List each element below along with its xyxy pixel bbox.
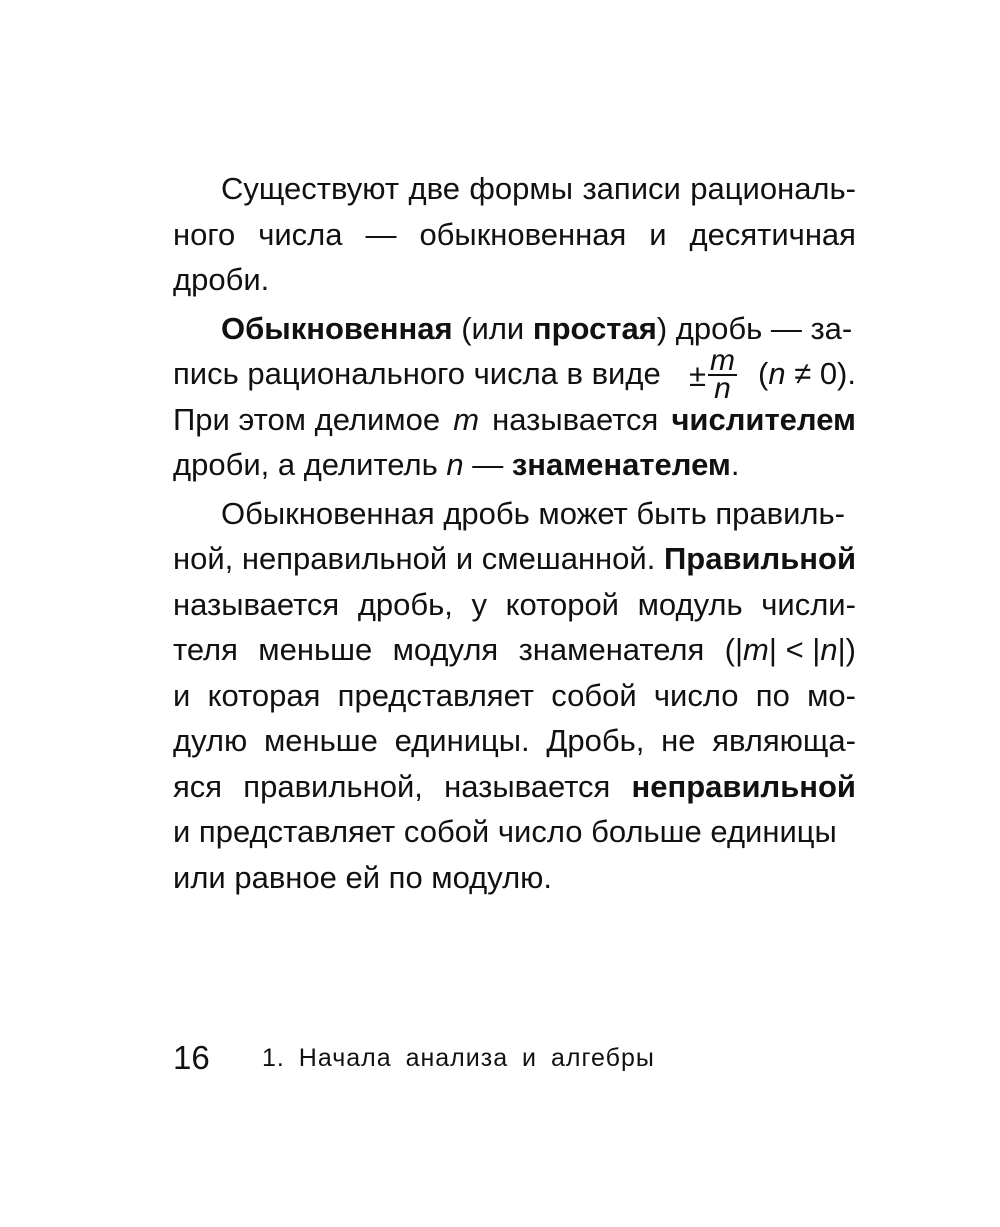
text-line: дроби. <box>173 262 270 297</box>
text-line <box>173 166 856 212</box>
term-ordinary: Обыкновенная <box>221 310 453 346</box>
text: (| <box>724 632 744 667</box>
text-line <box>173 673 856 719</box>
text: ной, неправильной и смешанной. <box>173 541 656 576</box>
fraction-numerator: m <box>710 344 736 377</box>
text: (или <box>461 310 525 346</box>
word: представляет <box>337 677 534 713</box>
word: знаменателя <box>518 632 705 667</box>
word: число <box>653 677 739 713</box>
text-line: Обыкновенная дробь может быть правиль- <box>221 495 845 531</box>
fraction-denominator: n <box>714 372 731 405</box>
text-line <box>173 536 856 582</box>
word: являюща- <box>712 723 856 758</box>
word: не <box>661 723 696 758</box>
word: формы <box>469 171 573 206</box>
text-line <box>173 764 856 810</box>
word: называется <box>173 586 340 622</box>
variable: n <box>768 356 786 391</box>
text-line <box>173 442 856 488</box>
term-improper: неправильной <box>631 768 856 804</box>
variable: n <box>446 447 464 482</box>
word: дулю <box>173 723 248 758</box>
word: у <box>471 586 488 622</box>
term-simple: простая <box>532 310 657 346</box>
modulus-inequality <box>725 627 856 673</box>
paragraph-ordinary-fraction <box>173 306 856 488</box>
text-line <box>173 627 856 673</box>
word: числи- <box>761 586 856 622</box>
word: и <box>173 677 191 713</box>
text-line <box>173 212 856 258</box>
text: ) дробь — за- <box>656 310 853 346</box>
word: меньше <box>263 723 378 758</box>
fraction-stack <box>708 344 737 405</box>
text: | <box>812 632 821 667</box>
word: ного <box>173 216 236 252</box>
word: единицы. <box>394 723 530 758</box>
word: называется <box>444 768 611 804</box>
text: |) <box>837 632 856 667</box>
word: которой <box>505 586 619 622</box>
plus-minus-sign: ± <box>689 357 707 393</box>
word: и <box>649 216 667 252</box>
variable: m <box>453 401 480 437</box>
term-denominator: знаменателем <box>511 447 731 482</box>
word: меньше <box>258 632 373 667</box>
word: числа <box>258 216 343 252</box>
word: Существуют <box>221 171 400 206</box>
word: модуль <box>637 586 743 622</box>
word: собой <box>551 677 637 713</box>
word: правильной, <box>243 768 423 804</box>
word: десятичная <box>689 216 856 252</box>
word: мо- <box>807 677 856 713</box>
word: теля <box>173 632 238 667</box>
word: записи <box>582 171 681 206</box>
text: При этом делимое <box>173 401 441 437</box>
text: . <box>730 447 740 482</box>
text-line: и представляет собой число больше единицы <box>173 814 837 849</box>
text: | <box>768 632 777 667</box>
text: ≠ 0). <box>785 356 856 391</box>
word: рациональ- <box>690 171 856 206</box>
text: < <box>785 632 804 667</box>
term-proper: Правильной <box>663 541 857 576</box>
text: дроби, а делитель <box>173 447 438 482</box>
word: которая <box>207 677 321 713</box>
variable: n <box>820 632 838 667</box>
text-line <box>173 306 856 352</box>
fraction-formula <box>689 344 737 405</box>
page-body <box>173 166 856 903</box>
paragraph-forms <box>173 166 856 303</box>
running-head: 1. Начала анализа и алгебры <box>262 1044 655 1072</box>
fraction-condition <box>758 351 856 397</box>
word: яся <box>173 768 223 804</box>
page-number: 16 <box>173 1039 210 1076</box>
word: по <box>755 677 790 713</box>
word: Дробь, <box>546 723 645 758</box>
word: дробь, <box>357 586 453 622</box>
variable: m <box>743 632 769 667</box>
text-line: или равное ей по модулю. <box>173 859 553 895</box>
text: пись рационального числа в виде <box>173 356 661 391</box>
text-line-with-fraction <box>173 344 856 405</box>
word: — <box>365 216 397 252</box>
text: — <box>472 447 504 482</box>
word: две <box>408 171 460 206</box>
text: ( <box>758 356 769 391</box>
text-line <box>173 582 856 628</box>
text-line <box>173 397 856 443</box>
paragraph-fraction-types <box>173 491 856 901</box>
word: модуля <box>392 632 499 667</box>
text: называется <box>492 401 659 437</box>
term-numerator: числителем <box>671 401 856 437</box>
word: обыкновенная <box>419 216 627 252</box>
text-line <box>173 718 856 764</box>
